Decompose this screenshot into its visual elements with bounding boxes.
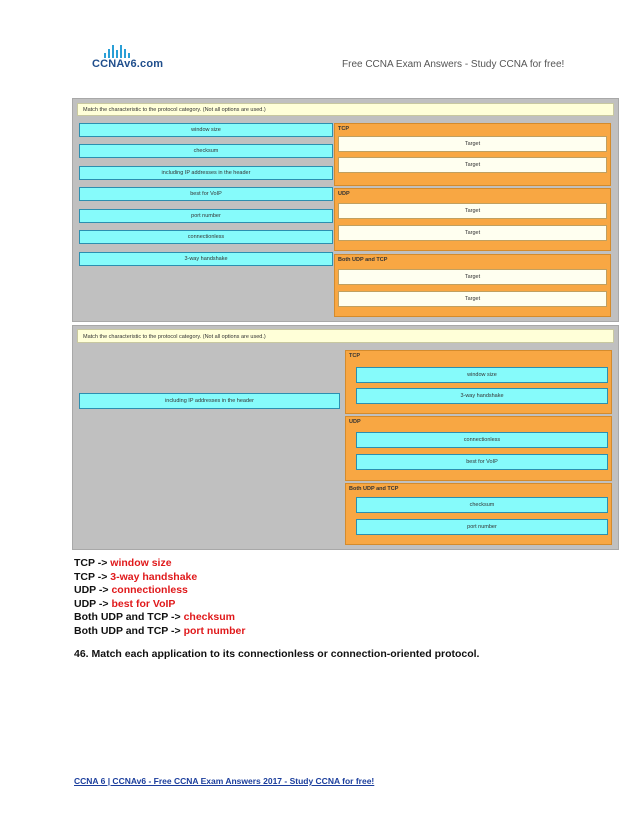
answer-value: best for VoIP <box>111 597 176 610</box>
answer-prefix: Both UDP and TCP -> <box>74 624 184 637</box>
question-heading: 46. Match each application to its connectionless or connection-oriented protocol. <box>74 648 480 660</box>
drop-target[interactable]: Target <box>338 291 607 307</box>
footer-link[interactable]: CCNA 6 | CCNAv6 - Free CCNA Exam Answers 2017 - Study CCNA for free! <box>74 776 375 786</box>
answer-line <box>74 611 245 625</box>
drop-target[interactable]: Target <box>338 157 607 173</box>
answer-line <box>74 625 245 639</box>
answer-value: port number <box>183 624 246 637</box>
option-chip[interactable]: port number <box>79 209 333 223</box>
drop-target[interactable]: Target <box>338 225 607 241</box>
category-title: TCP <box>338 126 349 132</box>
answer-line <box>74 557 245 571</box>
answer-value: connectionless <box>111 584 188 596</box>
answer-prefix: UDP -> <box>74 597 112 610</box>
answer-prefix: TCP -> <box>74 557 111 569</box>
category-title: UDP <box>338 191 350 197</box>
category-title: Both UDP and TCP <box>338 257 388 263</box>
category-title: Both UDP and TCP <box>349 486 399 492</box>
answer-chip[interactable]: best for VoIP <box>356 454 608 470</box>
category-both <box>345 483 612 545</box>
answer-list <box>74 557 245 638</box>
option-chip[interactable]: including IP addresses in the header <box>79 393 340 409</box>
category-title: UDP <box>349 419 361 425</box>
answer-line <box>74 598 245 612</box>
drop-target[interactable]: Target <box>338 269 607 285</box>
header-tagline: Free CCNA Exam Answers - Study CCNA for free! <box>342 59 565 70</box>
answer-chip[interactable]: 3-way handshake <box>356 388 608 404</box>
answer-value: 3-way handshake <box>110 570 198 583</box>
instruction-bar: Match the characteristic to the protocol category. (Not all options are used.) <box>77 329 614 343</box>
answer-chip[interactable]: window size <box>356 367 608 383</box>
option-chip[interactable]: checksum <box>79 144 333 158</box>
answer-prefix: Both UDP and TCP -> <box>74 611 184 623</box>
activity-panel-2 <box>72 325 619 550</box>
category-udp <box>334 188 611 251</box>
answer-chip[interactable]: connectionless <box>356 432 608 448</box>
instruction-bar: Match the characteristic to the protocol category. (Not all options are used.) <box>77 103 614 116</box>
logo-icon <box>104 44 130 58</box>
category-tcp <box>334 123 611 186</box>
drop-target[interactable]: Target <box>338 203 607 219</box>
option-chip[interactable]: 3-way handshake <box>79 252 333 266</box>
answer-line <box>74 584 245 598</box>
answer-chip[interactable]: port number <box>356 519 608 535</box>
drop-target[interactable]: Target <box>338 136 607 152</box>
answer-value: checksum <box>183 611 235 623</box>
answer-chip[interactable]: checksum <box>356 497 608 513</box>
option-chip[interactable]: connectionless <box>79 230 333 244</box>
option-chip[interactable]: window size <box>79 123 333 137</box>
answer-prefix: TCP -> <box>74 570 111 583</box>
category-both <box>334 254 611 317</box>
category-tcp <box>345 350 612 414</box>
logo-text: CCNAv6.com <box>92 58 164 70</box>
answer-prefix: UDP -> <box>74 584 112 596</box>
answer-value: window size <box>110 557 172 569</box>
option-chip[interactable]: best for VoIP <box>79 187 333 201</box>
option-chip[interactable]: including IP addresses in the header <box>79 166 333 180</box>
activity-panel-1 <box>72 98 619 322</box>
answer-line <box>74 571 245 585</box>
category-udp <box>345 416 612 481</box>
category-title: TCP <box>349 353 360 359</box>
